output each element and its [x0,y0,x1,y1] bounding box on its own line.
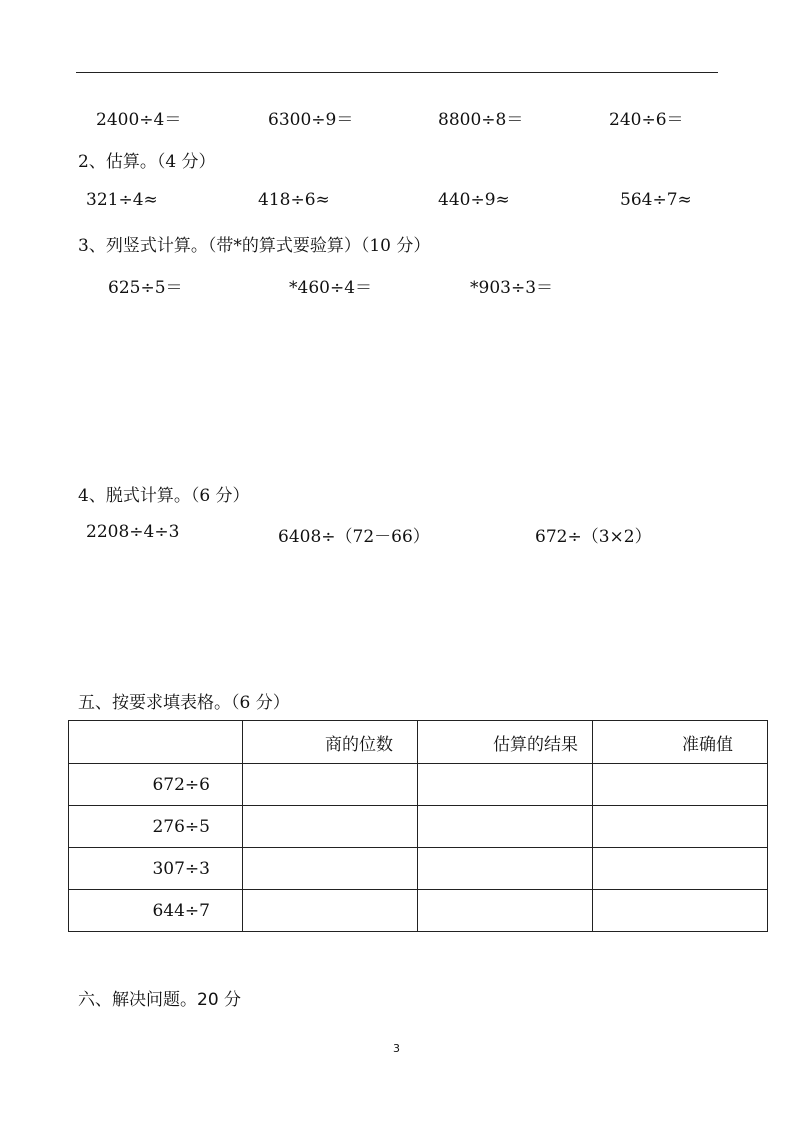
step-calc-expression: 2208÷4÷3 [86,522,180,542]
answer-cell[interactable] [243,806,418,848]
top-rule [76,72,718,73]
row-expression: 276÷5 [69,806,243,848]
estimate-expression: 321÷4≈ [86,190,158,210]
answer-cell[interactable] [243,764,418,806]
answer-cell[interactable] [593,806,768,848]
vertical-calc-expression: *460÷4＝ [289,278,373,298]
expression: 2400÷4＝ [96,110,182,130]
step-calc-expression: 6408÷（72－66） [278,527,430,547]
row-expression: 672÷6 [69,764,243,806]
answer-cell[interactable] [418,848,593,890]
estimate-expression: 564÷7≈ [620,190,692,210]
table-header-cell: 估算的结果 [418,721,593,764]
answer-cell[interactable] [243,890,418,932]
answer-cell[interactable] [243,848,418,890]
table-row [69,806,768,848]
row-expression: 644÷7 [69,890,243,932]
fill-in-table [68,720,768,932]
row-expression: 307÷3 [69,848,243,890]
expression: 240÷6＝ [609,110,684,130]
step-calc-expression: 672÷（3×2） [535,527,652,547]
answer-cell[interactable] [418,806,593,848]
table-header-cell: 准确值 [593,721,768,764]
expression: 8800÷8＝ [438,110,524,130]
vertical-calc-expression: 625÷5＝ [108,278,183,298]
estimate-expression: 440÷9≈ [438,190,510,210]
estimate-expression: 418÷6≈ [258,190,330,210]
table-header-row [69,721,768,764]
answer-cell[interactable] [418,890,593,932]
table-row [69,890,768,932]
vertical-calc-expression: *903÷3＝ [470,278,554,298]
answer-cell[interactable] [418,764,593,806]
answer-cell[interactable] [593,848,768,890]
section-6-title: 六、解决问题。20 分 [78,990,242,1010]
table-row [69,764,768,806]
page-number: 3 [393,1042,400,1055]
table-header-cell [69,721,243,764]
expression: 6300÷9＝ [268,110,354,130]
section-2-title: 2、估算。（4 分） [78,152,216,172]
table-row [69,848,768,890]
section-3-title: 3、列竖式计算。（带*的算式要验算）（10 分） [78,236,431,256]
answer-cell[interactable] [593,890,768,932]
table-header-cell: 商的位数 [243,721,418,764]
section-5-title: 五、按要求填表格。（6 分） [78,693,290,713]
answer-cell[interactable] [593,764,768,806]
section-4-title: 4、脱式计算。（6 分） [78,486,250,506]
